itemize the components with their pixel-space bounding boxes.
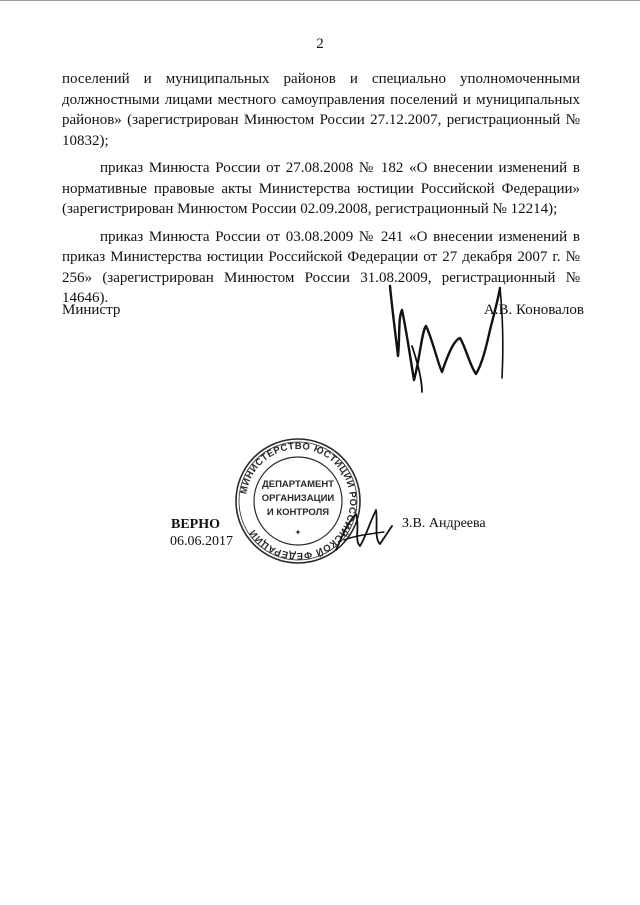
certifier-name: З.В. Андреева [402,516,486,531]
minister-signature [382,268,532,418]
stamp-line: ОРГАНИЗАЦИИ [261,493,335,504]
top-rule [0,0,640,1]
certification-date: 06.06.2017 [170,534,233,549]
stamp-line: ДЕПАРТАМЕНТ [262,479,334,490]
star-icon: ✦ [294,528,302,537]
signatory-name: А.В. Коновалов [483,302,584,318]
page-number: 2 [316,36,324,52]
paragraph: приказ Минюста России от 27.08.2008 № 182 «О внесении изменений в нормативные правовые акты Министерства юстиции Российской Федерации» (зарегистрирован Минюстом России 02.09.2008, регистрационный № 12214); [62,160,580,217]
stamp-outer-text: МИНИСТЕРСТВО ЮСТИЦИИ РОССИЙСКОЙ ФЕДЕРАЦИИ [238,440,359,562]
stamp-line: И КОНТРОЛЯ [266,507,330,518]
paragraph: поселений и муниципальных районов и специально уполномоченными должностными лицами местного самоуправления поселений и муниципальных районов» (зарегистрирован Минюстом России 27.12.2007, регистрационный № 10832); [62,71,580,149]
certification-label: ВЕРНО [171,517,221,532]
paragraph: приказ Минюста России от 03.08.2009 № 241 «О внесении изменений в приказ Министерства юстиции Российской Федерации от 27 декабря 2007 г. № 256» (зарегистрирован Минюстом России 31.08.2009, регистрационный № 14646). [62,228,580,306]
signatory-title: Министр [62,302,121,318]
certifier-signature [330,496,400,562]
